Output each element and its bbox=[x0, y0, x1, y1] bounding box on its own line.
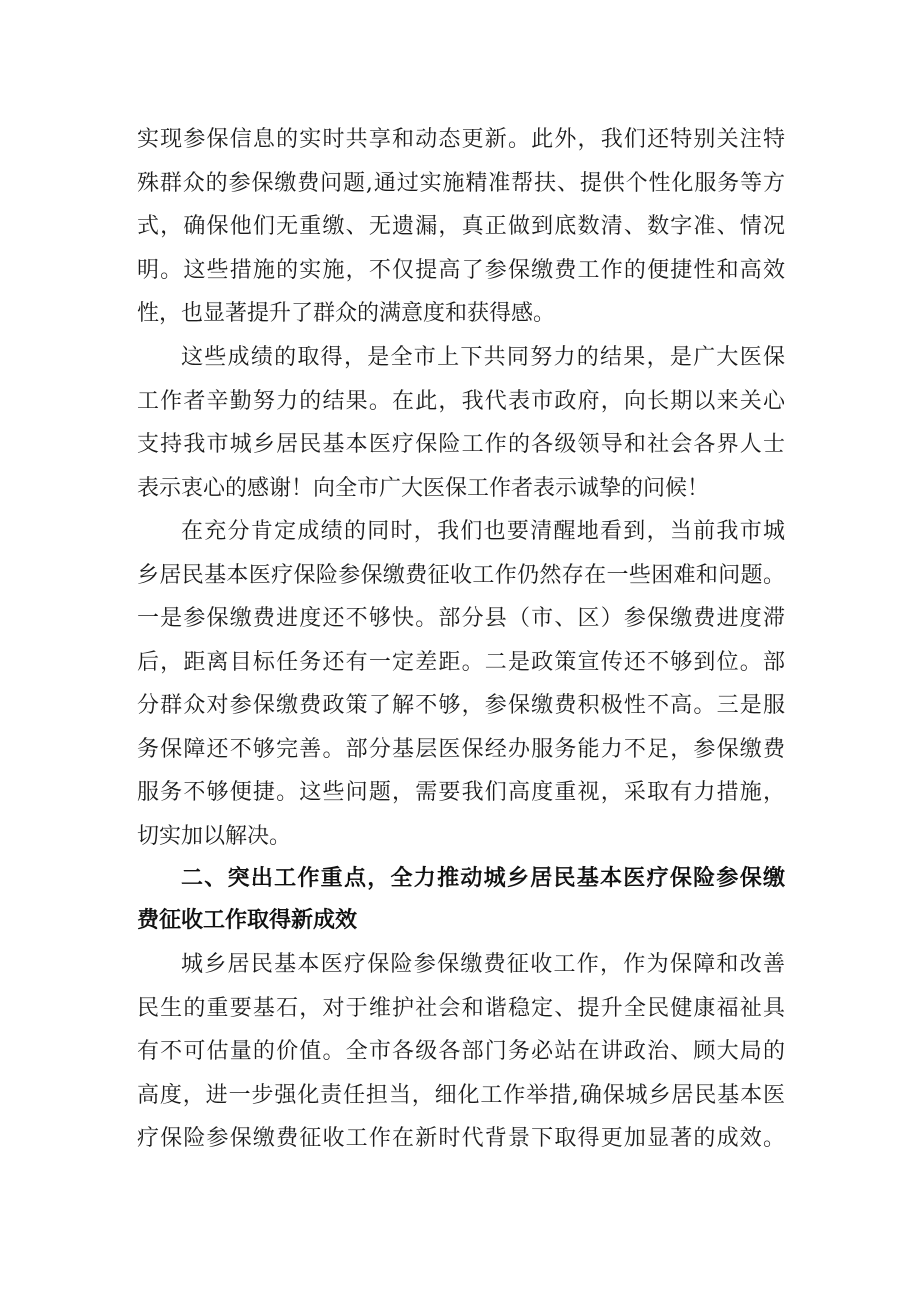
text-line: 城乡居民基本医疗保险参保缴费征收工作，作为保障和改善 bbox=[181, 952, 785, 977]
text-line: 性，也显著提升了群众的满意度和获得感。 bbox=[137, 301, 556, 326]
text-line: 服务不够便捷。这些问题，需要我们高度重视，采取有力措施， bbox=[137, 780, 785, 805]
paragraph-1 bbox=[137, 118, 785, 336]
heading-line: 二、突出工作重点，全力推动城乡居民基本医疗保险参保缴 bbox=[181, 866, 785, 891]
text-line: 一是参保缴费进度还不够快。部分县（市、区）参保缴费进度滞 bbox=[137, 606, 785, 631]
text-line: 工作者辛勤努力的结果。在此，我代表市政府，向长期以来关心 bbox=[137, 388, 785, 414]
text-line: 分群众对参保缴费政策了解不够，参保缴费积极性不高。三是服 bbox=[137, 693, 785, 718]
text-line: 有不可估量的价值。全市各级各部门务必站在讲政治、顾大局的 bbox=[137, 1039, 785, 1064]
text-line: 表示衷心的感谢！向全市广大医保工作者表示诚挚的问候！ bbox=[137, 475, 710, 501]
text-line: 支持我市城乡居民基本医疗保险工作的各级领导和社会各界人士 bbox=[137, 432, 785, 457]
text-line: 在充分肯定成绩的同时，我们也要清醒地看到，当前我市城 bbox=[181, 519, 785, 544]
heading-line: 费征收工作取得新成效 bbox=[137, 908, 358, 933]
text-line: 切实加以解决。 bbox=[137, 823, 292, 849]
paragraph-3 bbox=[137, 510, 785, 858]
text-line: 实现参保信息的实时共享和动态更新。此外，我们还特别关注特 bbox=[137, 127, 785, 152]
paragraph-2 bbox=[137, 336, 785, 510]
text-line: 式，确保他们无重缴、无遗漏，真正做到底数清、数字准、情况 bbox=[137, 214, 785, 239]
text-line: 后，距离目标任务还有一定差距。二是政策宣传还不够到位。部 bbox=[137, 649, 785, 675]
text-line: 这些成绩的取得，是全市上下共同努力的结果，是广大医保 bbox=[181, 345, 785, 370]
paragraph-4 bbox=[137, 943, 785, 1161]
text-line: 民生的重要基石，对于维护社会和谐稳定、提升全民健康福祉具 bbox=[137, 995, 785, 1021]
text-line: 明。这些措施的实施，不仅提高了参保缴费工作的便捷性和高效 bbox=[137, 257, 785, 283]
text-line: 疗保险参保缴费征收工作在新时代背景下取得更加显著的成效。 bbox=[137, 1126, 785, 1151]
text-line: 乡居民基本医疗保险参保缴费征收工作仍然存在一些困难和问题。 bbox=[137, 562, 785, 588]
text-line: 务保障还不够完善。部分基层医保经办服务能力不足，参保缴费 bbox=[137, 736, 785, 762]
text-line: 殊群众的参保缴费问题,通过实施精准帮扶、提供个性化服务等方 bbox=[137, 170, 785, 196]
section-heading bbox=[137, 858, 785, 942]
text-line: 高度，进一步强化责任担当，细化工作举措,确保城乡居民基本医 bbox=[137, 1082, 785, 1108]
